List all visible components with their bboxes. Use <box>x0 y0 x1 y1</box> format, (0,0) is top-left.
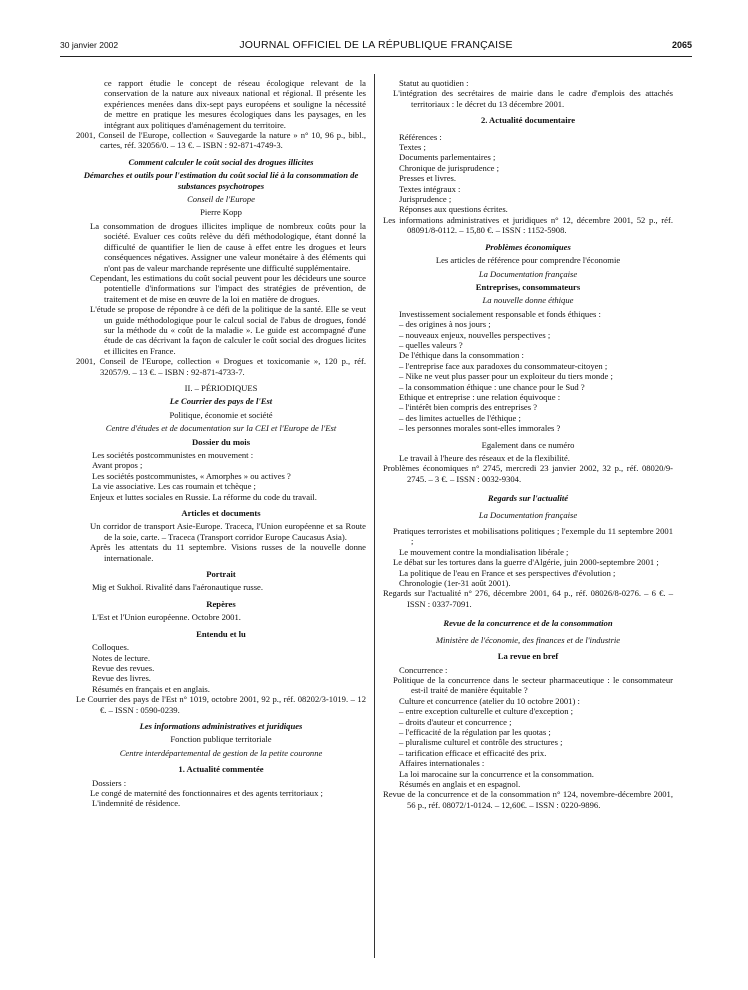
left-paragraph: ce rapport étudie le concept de réseau écologique relevant de la conservation de la nature aux niveaux national et régional. Il présente les expériences menées dans dix-sept pays européens et souligne la nécessité de mettre en pratique les mesures écologiques dans les paysages, en les intégrant aux politiques d'aménagement du territoire. <box>104 78 366 130</box>
right-paragraph: – des limites actuelles de l'éthique ; <box>399 412 521 423</box>
left-paragraph: Les sociétés postcommunistes, « Amorphes » ou actives ? <box>92 470 291 481</box>
left-paragraph: Colloques. <box>92 642 130 653</box>
right-paragraph: Ethique et entreprise : une relation équivoque : <box>399 391 561 402</box>
right-paragraph: Textes intégraux : <box>399 183 461 194</box>
right-paragraph: Les articles de référence pour comprendre l'économie <box>435 255 621 266</box>
right-column <box>383 78 673 810</box>
right-paragraph: Revue de la concurrence et de la consommation <box>443 618 613 629</box>
left-paragraph: Dossier du mois <box>191 436 251 447</box>
left-paragraph: Centre d'études et de documentation sur la CEI et l'Europe de l'Est <box>105 423 337 434</box>
right-paragraph: Pratiques terroristes et mobilisations politiques ; l'exemple du 11 septembre 2001 ; <box>393 526 673 547</box>
left-paragraph: Le Courrier des pays de l'Est <box>169 396 273 407</box>
left-paragraph: Pierre Kopp <box>200 207 242 218</box>
left-paragraph: 1. Actualité commentée <box>178 764 264 775</box>
right-paragraph: La Documentation française <box>478 268 578 279</box>
right-paragraph: Ministère de l'économie, des finances et de l'industrie <box>435 634 621 645</box>
left-paragraph: Dossiers : <box>92 777 127 788</box>
right-paragraph: La nouvelle donne éthique <box>482 295 574 306</box>
right-paragraph: – droits d'auteur et concurrence ; <box>399 716 512 727</box>
right-paragraph: De l'éthique dans la consommation : <box>399 350 524 361</box>
right-paragraph: – des origines à nos jours ; <box>399 319 491 330</box>
left-paragraph: Entendu et lu <box>196 628 246 639</box>
left-paragraph: II. – PÉRIODIQUES <box>184 382 258 393</box>
left-paragraph: Repères <box>206 598 236 609</box>
right-paragraph: La Documentation française <box>478 509 578 520</box>
right-paragraph: Regards sur l'actualité <box>487 493 569 504</box>
right-paragraph: Egalement dans ce numéro <box>481 439 575 450</box>
left-paragraph: Articles et documents <box>181 508 261 519</box>
left-paragraph: Après les attentats du 11 septembre. Visions russes de la nouvelle donne internationale. <box>90 542 366 563</box>
right-paragraph: Concurrence : <box>399 664 448 675</box>
right-paragraph: Regards sur l'actualité n° 276, décembre 2001, 64 p., réf. 08026/8-0276. – 6 €. – ISSN : 0337-7091. <box>383 588 673 609</box>
left-paragraph: La consommation de drogues illicites implique de nombreux coûts pour la société. Evaluer ces coûts relève du défi méthodologique, étant donné la difficulté de quantifier le lien de cause à effet entre les drogues et leurs conséquences négatives. Assigner une valeur monétaire à des éléments qui n'ont pas de valeur marchande représente une difficulté supplémentaire. <box>90 220 366 273</box>
right-paragraph: Problèmes économiques <box>485 241 571 252</box>
right-paragraph: Le travail à l'heure des réseaux et de la flexibilité. <box>399 453 570 463</box>
left-column <box>76 78 366 809</box>
left-paragraph: Revue des revues. <box>92 662 155 673</box>
right-paragraph: – pluralisme culturel et contrôle des structures ; <box>399 737 563 748</box>
left-paragraph: L'indemnité de résidence. <box>92 798 181 809</box>
right-paragraph: – l'intérêt bien compris des entreprises ? <box>399 402 538 413</box>
page-header <box>60 40 692 57</box>
left-paragraph: Comment calculer le coût social des drogues illicites <box>128 156 314 167</box>
right-paragraph: Résumés en anglais et en espagnol. <box>399 778 521 789</box>
right-paragraph: – tarification efficace et efficacité des prix. <box>399 747 547 758</box>
right-paragraph: Les informations administratives et juridiques n° 12, décembre 2001, 52 p., réf. 08091/8-0112. – 15,80 €. – ISSN : 1152-5908. <box>383 214 673 236</box>
left-paragraph: Les informations administratives et juridiques <box>139 720 303 731</box>
left-paragraph: Revue des livres. <box>92 673 151 684</box>
left-paragraph: L'Est et l'Union européenne. Octobre 2001. <box>92 612 241 623</box>
right-paragraph: – l'entreprise face aux paradoxes du consommateur-citoyen ; <box>399 360 608 371</box>
right-paragraph: Politique de la concurrence dans le secteur pharmaceutique : le consommateur est-il traité de manière équitable ? <box>393 674 673 696</box>
right-paragraph: Investissement socialement responsable et fonds éthiques : <box>399 308 601 319</box>
right-paragraph: Chronique de jurisprudence ; <box>399 162 499 173</box>
left-paragraph: Centre interdépartemental de gestion de la petite couronne <box>119 747 323 758</box>
left-paragraph: Cependant, les estimations du coût social peuvent pour les décideurs une source potentielle d'informations sur l'impact des stratégies de prévention, de traitement et de mise en œuvre de la loi en matière de drogues. <box>90 272 366 304</box>
left-paragraph: Un corridor de transport Asie-Europe. Traceca, l'Union européenne et sa Route de la soie, carte. – Traceca (Transport corridor Europe Caucasus Asia). <box>90 521 366 542</box>
left-paragraph: Résumés en français et en anglais. <box>92 683 210 694</box>
right-paragraph: La politique de l'eau en France et ses perspectives d'évolution ; <box>399 567 616 578</box>
left-paragraph: Portrait <box>206 569 236 580</box>
right-paragraph: Références : <box>399 131 442 142</box>
right-paragraph: Entreprises, consommateurs <box>475 281 581 292</box>
right-paragraph: La revue en bref <box>497 651 559 662</box>
left-paragraph: Démarches et outils pour l'estimation du coût social lié à la consommation de substances psychotropes <box>83 170 359 191</box>
left-paragraph: La vie associative. Les cas roumain et tchèque ; <box>92 481 256 492</box>
right-paragraph: – les personnes morales sont-elles immorales ? <box>399 423 561 434</box>
header-date: 30 janvier 2002 <box>60 40 119 50</box>
right-paragraph: – l'efficacité de la régulation par les quotas ; <box>399 726 551 737</box>
left-paragraph: 2001, Conseil de l'Europe, collection « Drogues et toxicomanie », 120 p., réf. 32057/9. – 13 €. – ISBN : 92-871-4733-7. <box>76 356 366 377</box>
right-paragraph: – nouveaux enjeux, nouvelles perspectives ; <box>399 329 551 340</box>
right-paragraph: 2. Actualité documentaire <box>480 115 576 126</box>
right-paragraph: Le mouvement contre la mondialisation libérale ; <box>399 546 569 557</box>
right-paragraph: Textes ; <box>399 142 426 153</box>
right-paragraph: Statut au quotidien : <box>399 78 469 88</box>
left-paragraph: Le Courrier des pays de l'Est n° 1019, octobre 2001, 92 p., réf. 08202/3-1019. – 12 €. – ISSN : 0590-0239. <box>76 694 366 715</box>
left-paragraph: Le congé de maternité des fonctionnaires et des agents territoriaux ; <box>90 787 323 798</box>
left-paragraph: Fonction publique territoriale <box>170 734 272 745</box>
left-paragraph: Notes de lecture. <box>92 652 150 663</box>
right-paragraph: La loi marocaine sur la concurrence et la consommation. <box>399 768 594 779</box>
right-paragraph: Revue de la concurrence et de la consommation n° 124, novembre-décembre 2001, 56 p., réf. 08072/1-0124. – 12,60€. – ISSN : 0220-9896. <box>383 789 673 810</box>
right-paragraph: Culture et concurrence (atelier du 10 octobre 2001) : <box>399 695 580 706</box>
column-divider <box>374 74 375 958</box>
right-paragraph: – entre exception culturelle et culture d'exception ; <box>399 706 574 717</box>
right-paragraph: L'intégration des secrétaires de mairie dans le cadre d'emplois des attachés territoriaux : le décret du 13 décembre 2001. <box>393 88 673 109</box>
left-paragraph: Enjeux et luttes sociales en Russie. La réforme du code du travail. <box>90 491 317 502</box>
left-paragraph: Avant propos ; <box>92 460 143 471</box>
right-paragraph: Documents parlementaires ; <box>399 152 496 163</box>
right-paragraph: – quelles valeurs ? <box>399 339 463 350</box>
right-paragraph: Affaires internationales : <box>399 758 485 769</box>
right-paragraph: Réponses aux questions écrites. <box>399 204 508 215</box>
right-paragraph: Jurisprudence ; <box>399 194 452 205</box>
right-paragraph: Chronologie (1er-31 août 2001). <box>399 578 511 589</box>
page-number: 2065 <box>671 40 692 50</box>
left-paragraph: L'étude se propose de répondre à ce défi de la politique de la santé. Elle se veut un guide méthodologique pour le calcul social de l'abus de drogues, fondé sur la méthode du « coût de la maladie ». Le guide est accompagné d'une étude de cas décrivant la façon de calculer le coût social des drogues licites et illicites en France. <box>90 304 366 356</box>
left-paragraph: Mig et Sukhoï. Rivalité dans l'aéronautique russe. <box>92 582 264 593</box>
right-paragraph: – Nike ne veut plus passer pour un exploiteur du tiers monde ; <box>399 371 613 382</box>
left-paragraph: 2001, Conseil de l'Europe, collection « Sauvegarde la nature » n° 10, 96 p., bibl., cartes, réf. 32056/0. – 13 €. – ISBN : 92-871-4749-3. <box>76 130 366 151</box>
journal-title: JOURNAL OFFICIEL DE LA RÉPUBLIQUE FRANÇAISE <box>239 39 513 51</box>
right-paragraph: Presses et livres. <box>399 173 457 184</box>
left-paragraph: Les sociétés postcommunistes en mouvement : <box>92 450 254 460</box>
left-paragraph: Politique, économie et société <box>169 409 273 420</box>
right-paragraph: Problèmes économiques n° 2745, mercredi 23 janvier 2002, 32 p., réf. 08020/9-2745. – 3 €. – ISSN : 0032-9304. <box>383 463 673 484</box>
left-paragraph: Conseil de l'Europe <box>187 194 255 205</box>
right-paragraph: Le débat sur les tortures dans la guerre d'Algérie, juin 2000-septembre 2001 ; <box>393 557 659 568</box>
right-paragraph: – la consommation éthique : une chance pour le Sud ? <box>399 381 585 392</box>
